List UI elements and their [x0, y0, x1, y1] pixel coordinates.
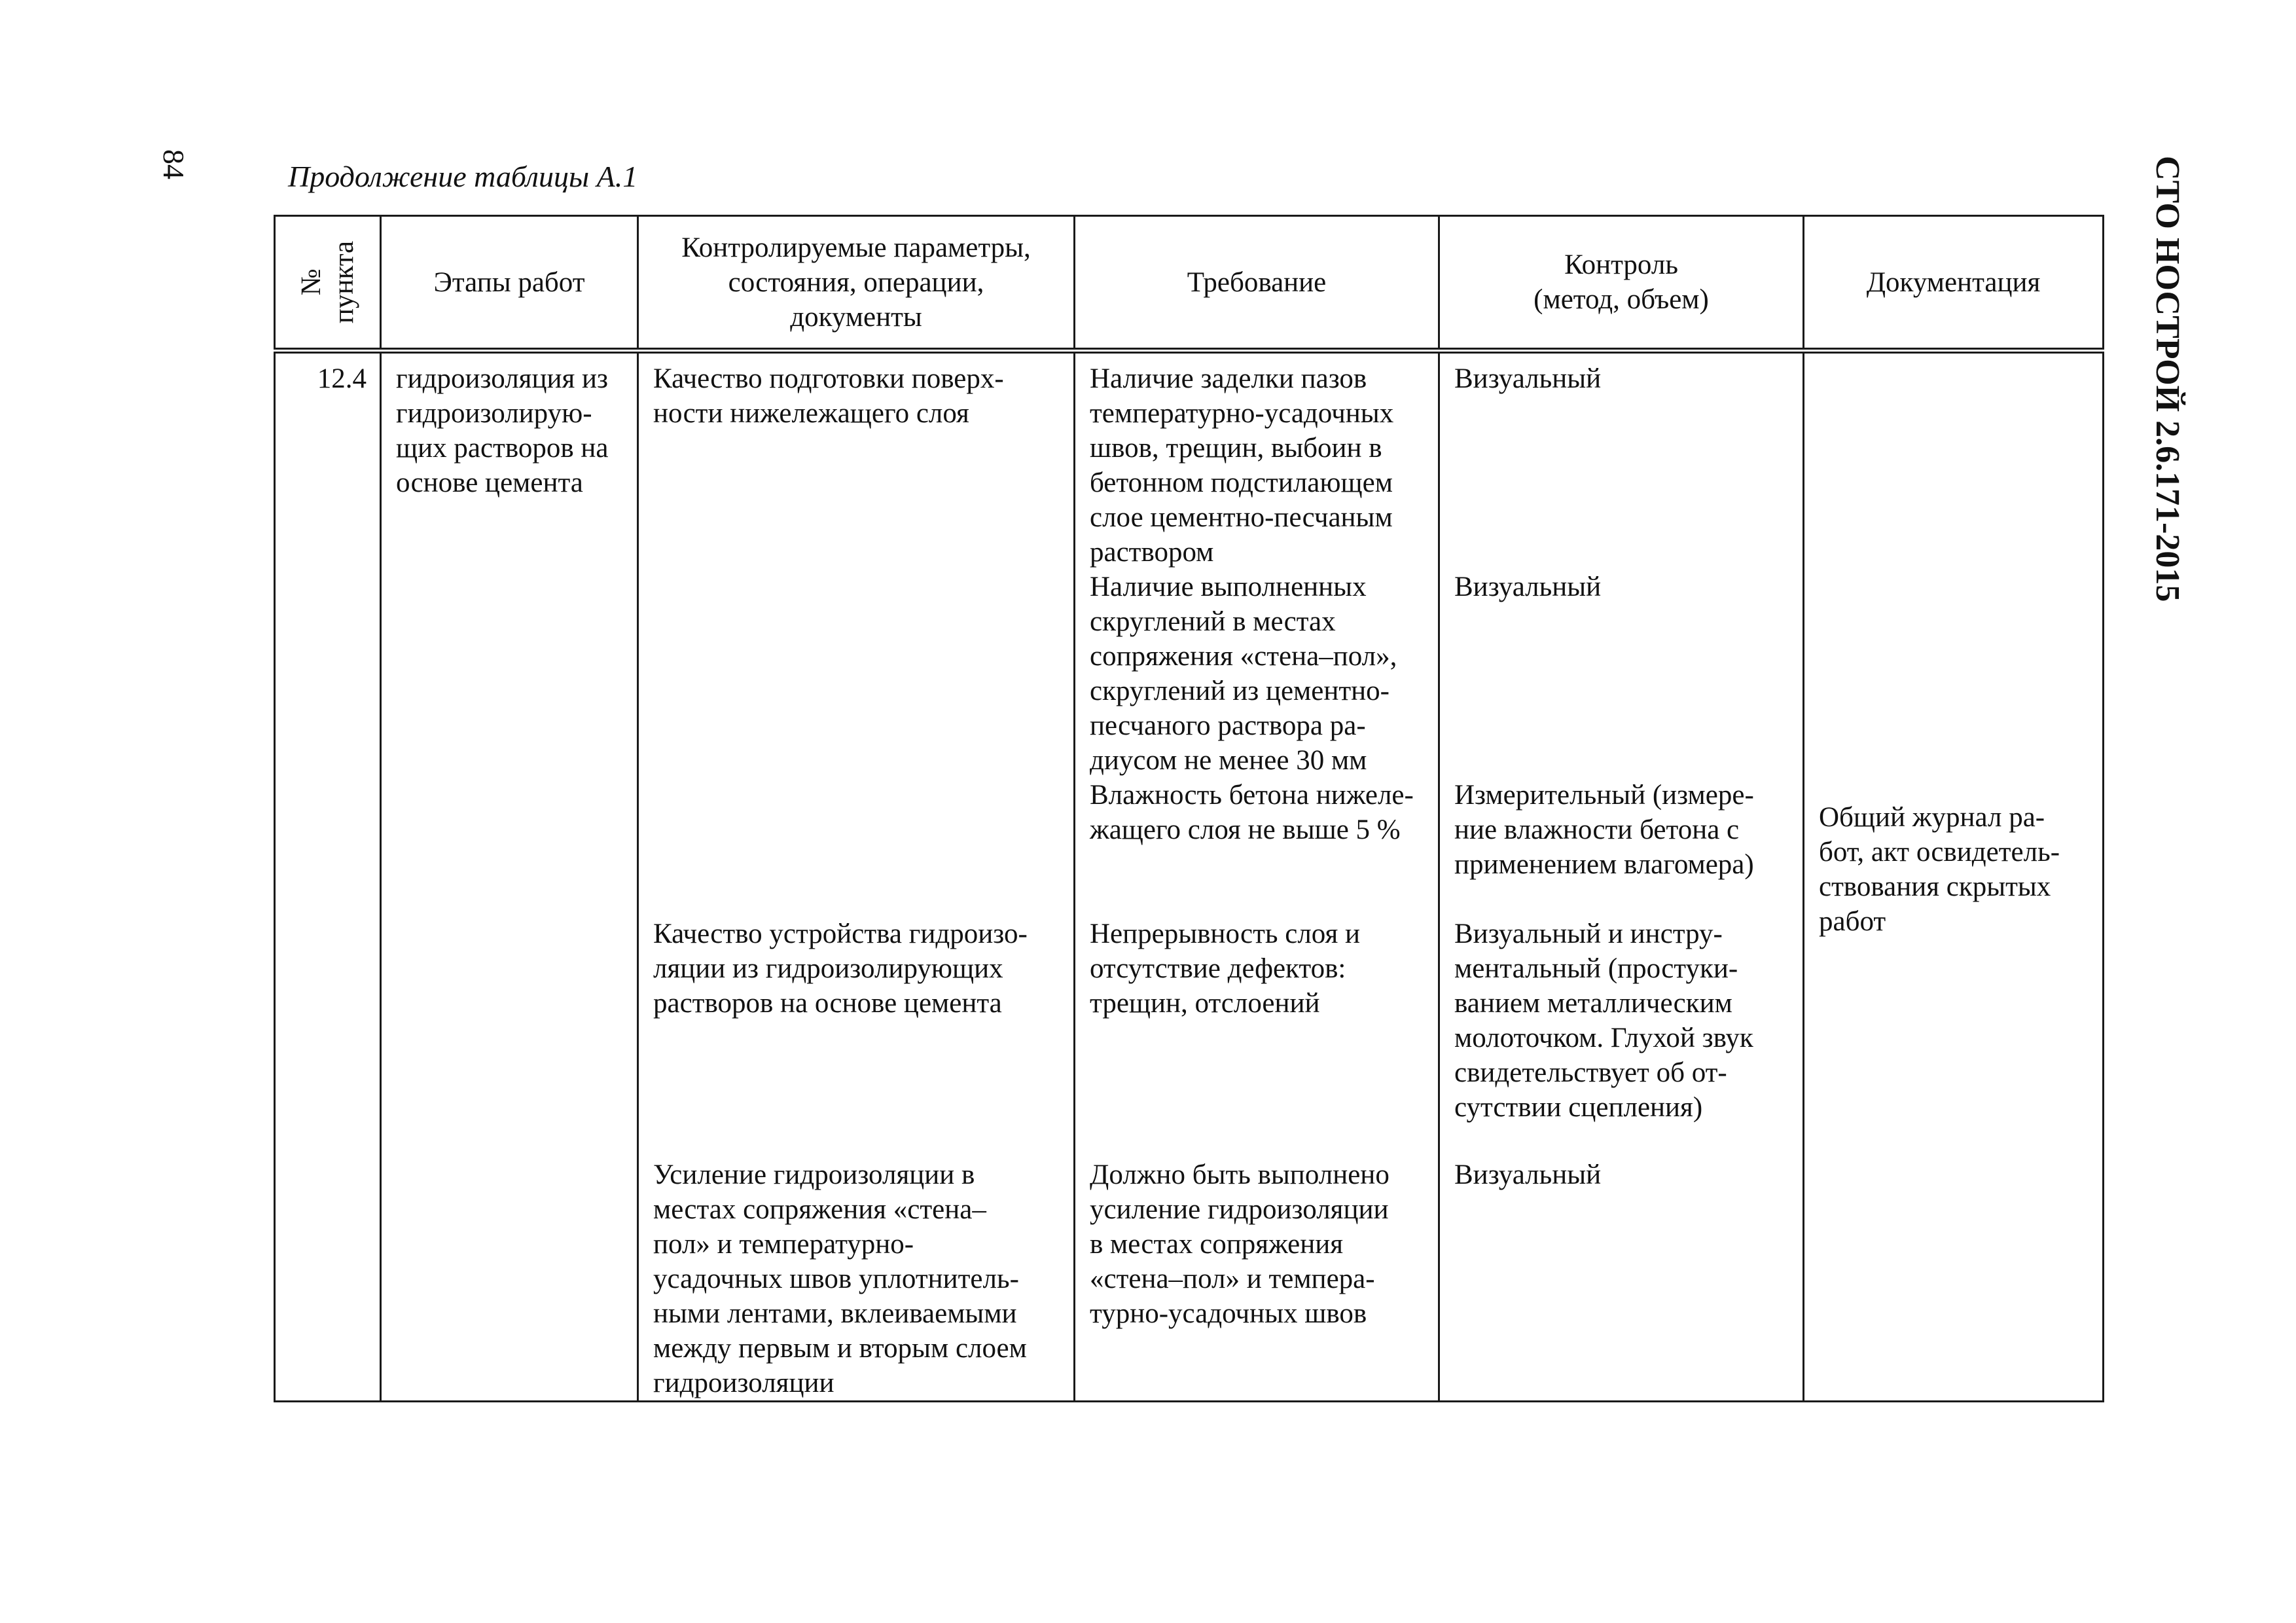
header-stage: Этапы работ [381, 216, 638, 351]
row-num: 12.4 [275, 351, 381, 1402]
requirement-item: Непрерывность слоя и отсутствие дефектов: трещин, отслоений [1090, 919, 1361, 1019]
param-item: Качество устройства гидроизо- ляции из гидроизолирующих растворов на основе цемента [653, 919, 1028, 1019]
row-requirements [1075, 351, 1439, 1402]
docs-item: Общий журнал ра- бот, акт освидетель- ствования скрытых работ [1819, 802, 2060, 937]
row-controls [1439, 351, 1804, 1402]
requirement-item: Наличие выполненных скруглений в местах сопряжения «стена–пол», скруглений из цементно- песчаного раствора ра- диусом не менее 30 мм [1090, 572, 1397, 776]
requirement-item: Должно быть выполнено усиление гидроизоляции в местах сопряжения «стена–пол» и темпера- турно-усадочных швов [1090, 1159, 1390, 1329]
control-item: Измерительный (измере- ние влажности бетона с применением влагомера) [1454, 780, 1754, 880]
control-item: Визуальный и инстру- ментальный (простуки- ванием металлическим молоточком. Глухой звук свидетельствует об от- сутствии сцепления) [1454, 919, 1753, 1123]
requirement-item: Наличие заделки пазов температурно-усадочных швов, трещин, выбоин в бетонном подстилающем слое цементно-песчаным раствором [1090, 363, 1394, 568]
requirement-item: Влажность бетона нижеле- жащего слоя не выше 5 % [1090, 780, 1414, 845]
header-control: Контроль (метод, объем) [1439, 216, 1804, 351]
continuation-label: Продолжение таблицы А.1 [288, 160, 638, 193]
header-num [275, 216, 381, 351]
header-params: Контролируемые параметры, состояния, операции, документы [638, 216, 1075, 351]
page-number: 84 [157, 149, 190, 179]
header-num-label: № пункта [295, 240, 359, 324]
control-table [274, 215, 2104, 1402]
control-item: Визуальный [1454, 572, 1602, 602]
param-item: Качество подготовки поверх- ности нижележащего слоя [653, 363, 1004, 429]
row-params [638, 351, 1075, 1402]
header-docs: Документация [1804, 216, 2104, 351]
table-row [275, 351, 2104, 1402]
row-docs [1804, 351, 2104, 1402]
header-requirement: Требование [1075, 216, 1439, 351]
param-item: Усиление гидроизоляции в местах сопряжения «стена– пол» и температурно- усадочных швов уплотнитель- ными лентами, вклеиваемыми между первым и вторым слоем гидроизоляции [653, 1159, 1027, 1398]
control-item: Визуальный [1454, 363, 1602, 394]
row-stage: гидроизоляция из гидроизолирую- щих растворов на основе цемента [381, 351, 638, 1402]
document-code: СТО НОСТРОЙ 2.6.171-2015 [2149, 156, 2186, 602]
control-item: Визуальный [1454, 1159, 1602, 1190]
table-header-row [275, 216, 2104, 351]
